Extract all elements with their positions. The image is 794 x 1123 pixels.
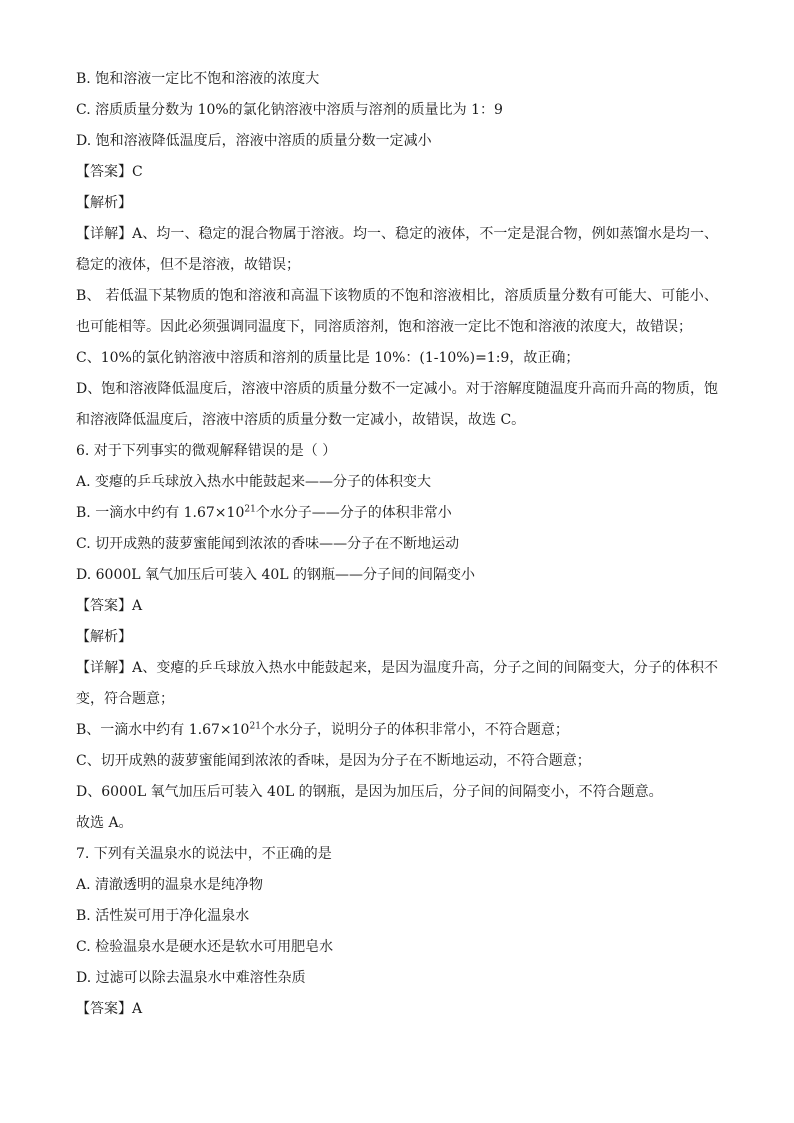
q6-option-b-pre: B. 一滴水中约有 1.67×10	[76, 505, 245, 521]
q5-option-d: D. 饱和溶液降低温度后，溶液中溶质的质量分数一定减小	[76, 133, 432, 149]
q7-option-a: A. 清澈透明的温泉水是纯净物	[76, 877, 264, 893]
q6-detail-b-pre: B、一滴水中约有 1.67×10	[76, 722, 250, 738]
q7-option-c: C. 检验温泉水是硬水还是软水可用肥皂水	[76, 939, 334, 955]
q6-detail-c: C、切开成熟的菠萝蜜能闻到浓浓的香味，是因为分子在不断地运动，不符合题意；	[76, 753, 591, 769]
q6-option-d: D. 6000L 氧气加压后可装入 40L 的钢瓶——分子间的间隔变小	[76, 567, 476, 583]
q6-option-b-post: 个水分子——分子的体积非常小	[255, 505, 452, 521]
q5-answer: 【答案】C	[76, 164, 143, 180]
q6-detail-b-exponent: 21	[249, 721, 261, 732]
q5-option-c: C. 溶质质量分数为 10%的氯化钠溶液中溶质与溶剂的质量比为 1：9	[76, 102, 503, 118]
q6-answer: 【答案】A	[76, 598, 143, 614]
q6-stem: 6. 对于下列事实的微观解释错误的是（ ）	[76, 443, 337, 459]
q6-option-b-exponent: 21	[244, 504, 256, 515]
q5-analysis-label: 【解析】	[76, 195, 132, 211]
q7-option-d: D. 过滤可以除去温泉水中难溶性杂质	[76, 970, 306, 986]
q7-answer: 【答案】A	[76, 1001, 143, 1017]
q6-analysis-label: 【解析】	[76, 629, 132, 645]
q6-option-c: C. 切开成熟的菠萝蜜能闻到浓浓的香味——分子在不断地运动	[76, 536, 460, 552]
q7-option-b: B. 活性炭可用于净化温泉水	[76, 908, 250, 924]
q6-detail-b	[76, 715, 718, 746]
document-page	[76, 64, 718, 1025]
q6-option-a: A. 变瘪的乒乓球放入热水中能鼓起来——分子的体积变大	[76, 474, 432, 490]
q6-detail-d: D、6000L 氧气加压后可装入 40L 的钢瓶，是因为加压后，分子间的间隔变小，不符合题意。	[76, 784, 663, 800]
q5-option-b: B. 饱和溶液一定比不饱和溶液的浓度大	[76, 71, 320, 87]
q6-detail-a: 【详解】A、变瘪的乒乓球放入热水中能鼓起来，是因为温度升高，分子之间的间隔变大，分子的体积不变，符合题意；	[76, 660, 718, 707]
q6-option-b	[76, 498, 718, 529]
q6-detail-b-post: 个水分子，说明分子的体积非常小，不符合题意；	[260, 722, 569, 738]
q5-detail-a: 【详解】A、均一、稳定的混合物属于溶液。均一、稳定的液体，不一定是混合物，例如蒸馏水是均一、稳定的液体，但不是溶液，故错误；	[76, 226, 718, 273]
q5-detail-c: C、10%的氯化钠溶液中溶质和溶剂的质量比是 10%：(1-10%)=1:9，故正确；	[76, 350, 580, 366]
q6-conclusion: 故选 A。	[76, 815, 133, 831]
q5-detail-b: B、 若低温下某物质的饱和溶液和高温下该物质的不饱和溶液相比，溶质质量分数有可能大、可能小、也可能相等。因此必须强调同温度下，同溶质溶剂，饱和溶液一定比不饱和溶液的浓度大，故错误；	[76, 288, 718, 335]
q5-detail-d: D、饱和溶液降低温度后，溶液中溶质的质量分数不一定减小。对于溶解度随温度升高而升高的物质，饱和溶液降低温度后，溶液中溶质的质量分数一定减小，故错误，故选 C。	[76, 381, 718, 428]
q7-stem: 7. 下列有关温泉水的说法中，不正确的是	[76, 846, 332, 862]
